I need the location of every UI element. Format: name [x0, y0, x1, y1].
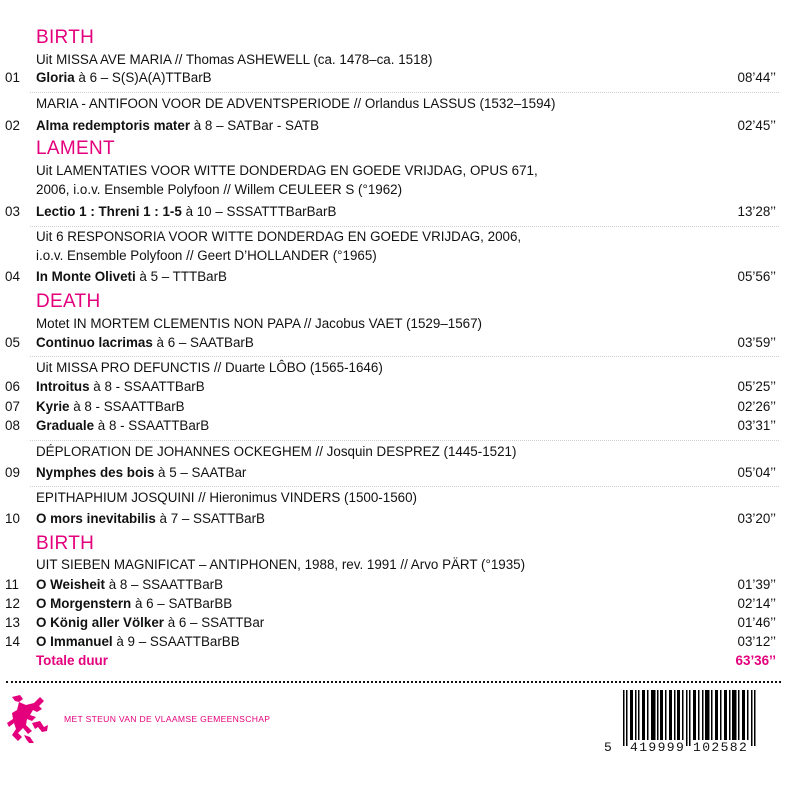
track-duration: 01’46’’	[737, 615, 776, 630]
track-row	[0, 614, 787, 632]
track-row	[0, 595, 787, 613]
track-title: Kyrie	[36, 399, 70, 414]
track-scoring: à 5 – SAATBar	[154, 465, 247, 480]
track-duration: 05’56’’	[737, 269, 776, 284]
section-heading-birth-2: BIRTH	[36, 533, 95, 554]
track-scoring: à 9 – SSAATTBarBB	[112, 634, 240, 649]
track-title: Lectio 1 : Threni 1 : 1-5	[36, 204, 182, 219]
work-heading: Uit LAMENTATIES VOOR WITTE DONDERDAG EN GOEDE VRIJDAG, OPUS 671,	[36, 163, 538, 178]
track-scoring: à 8 – SATBar - SATB	[190, 118, 320, 133]
track-title: In Monte Oliveti	[36, 269, 136, 284]
track-duration: 05’04’’	[737, 465, 776, 480]
track-number: 05	[5, 335, 20, 350]
track-number: 12	[5, 596, 20, 611]
work-heading: Uit MISSA PRO DEFUNCTIS // Duarte LÔBO (1565-1646)	[36, 360, 383, 375]
section-heading-birth: BIRTH	[36, 27, 95, 48]
barcode-digits-right: 102582	[693, 740, 749, 755]
barcode-digit-first: 5	[604, 740, 614, 755]
track-row	[0, 417, 787, 435]
track-number: 10	[5, 511, 20, 526]
track-number: 04	[5, 269, 20, 284]
barcode-digits-left: 419999	[630, 740, 686, 755]
track-number: 08	[5, 418, 20, 433]
track-title: O König aller Völker	[36, 615, 164, 630]
track-scoring: à 8 - SSAATTBarB	[94, 418, 210, 433]
footer-dotted-rule	[6, 681, 781, 683]
work-heading: i.o.v. Ensemble Polyfoon // Geert D’HOLLANDER (°1965)	[36, 248, 377, 263]
track-number: 01	[5, 70, 20, 85]
track-duration: 02’26’’	[737, 399, 776, 414]
track-row	[0, 378, 787, 396]
divider	[30, 356, 779, 357]
track-scoring: à 7 – SSATTBarB	[155, 511, 265, 526]
track-row	[0, 69, 787, 87]
track-title: Graduale	[36, 418, 95, 433]
divider	[30, 486, 779, 487]
work-heading: UIT SIEBEN MAGNIFICAT – ANTIPHONEN, 1988, rev. 1991 // Arvo PÄRT (°1935)	[36, 557, 526, 572]
track-scoring: à 6 – S(S)A(A)TTBarB	[74, 70, 212, 85]
work-heading: EPITHAPHIUM JOSQUINI // Hieronimus VINDERS (1500-1560)	[36, 490, 417, 505]
total-duration: 63’36’’	[735, 653, 776, 668]
work-heading: Uit MISSA AVE MARIA // Thomas ASHEWELL (ca. 1478–ca. 1518)	[36, 52, 433, 67]
track-number: 03	[5, 204, 20, 219]
track-row	[0, 398, 787, 416]
track-number: 06	[5, 379, 20, 394]
track-title: Gloria	[36, 70, 75, 85]
track-row	[0, 576, 787, 594]
track-scoring: à 10 – SSSATTTBarBarB	[181, 204, 337, 219]
track-duration: 03’59’’	[737, 335, 776, 350]
total-row	[0, 652, 787, 670]
track-number: 02	[5, 118, 20, 133]
track-scoring: à 5 – TTTBarB	[135, 269, 227, 284]
work-heading: Uit 6 RESPONSORIA VOOR WITTE DONDERDAG EN GOEDE VRIJDAG, 2006,	[36, 229, 522, 244]
track-scoring: à 6 – SSATTBar	[164, 615, 265, 630]
track-duration: 02’45’’	[737, 118, 776, 133]
track-row	[0, 117, 787, 135]
track-title: Alma redemptoris mater	[36, 118, 191, 133]
track-title: O Immanuel	[36, 634, 113, 649]
track-number: 13	[5, 615, 20, 630]
work-heading: 2006, i.o.v. Ensemble Polyfoon // Willem CEULEER S (°1962)	[36, 182, 403, 197]
track-scoring: à 8 – SSAATTBarB	[104, 577, 224, 592]
divider	[30, 92, 779, 93]
track-duration: 13’28’’	[737, 204, 776, 219]
track-title: O Morgenstern	[36, 596, 132, 611]
track-scoring: à 6 – SATBarBB	[131, 596, 233, 611]
work-heading: Motet IN MORTEM CLEMENTIS NON PAPA // Jacobus VAET (1529–1567)	[36, 316, 483, 331]
work-heading: DÉPLORATION DE JOHANNES OCKEGHEM // Josquin DESPREZ (1445-1521)	[36, 444, 517, 459]
ean-barcode	[600, 690, 780, 760]
track-number: 14	[5, 634, 20, 649]
divider	[30, 440, 779, 441]
track-scoring: à 8 - SSAATTBarB	[69, 399, 185, 414]
track-row	[0, 268, 787, 286]
section-heading-lament: LAMENT	[36, 138, 115, 159]
track-title: Nymphes des bois	[36, 465, 155, 480]
track-duration: 02’14’’	[737, 596, 776, 611]
track-scoring: à 8 - SSAATTBarB	[89, 379, 205, 394]
track-number: 09	[5, 465, 20, 480]
track-duration: 01’39’’	[737, 577, 776, 592]
section-heading-death: DEATH	[36, 291, 101, 312]
track-duration: 03’12’’	[737, 634, 776, 649]
track-row	[0, 334, 787, 352]
track-title: O Weisheit	[36, 577, 105, 592]
track-number: 07	[5, 399, 20, 414]
track-row	[0, 464, 787, 482]
track-row	[0, 633, 787, 651]
total-label: Totale duur	[36, 653, 108, 668]
track-duration: 03’20’’	[737, 511, 776, 526]
track-title: O mors inevitabilis	[36, 511, 156, 526]
track-row	[0, 203, 787, 221]
track-row	[0, 510, 787, 528]
track-title: Introitus	[36, 379, 90, 394]
divider	[30, 226, 779, 227]
track-duration: 08’44’’	[737, 70, 776, 85]
work-heading: MARIA - ANTIFOON VOOR DE ADVENTSPERIODE // Orlandus LASSUS (1532–1594)	[36, 96, 556, 111]
track-duration: 03’31’’	[737, 418, 776, 433]
track-title: Continuo lacrimas	[36, 335, 153, 350]
track-duration: 05’25’’	[737, 379, 776, 394]
sponsor-text: MET STEUN VAN DE VLAAMSE GEMEENSCHAP	[64, 714, 271, 724]
track-number: 11	[5, 577, 19, 592]
track-scoring: à 6 – SAATBarB	[152, 335, 254, 350]
flemish-lion-logo	[6, 693, 50, 745]
